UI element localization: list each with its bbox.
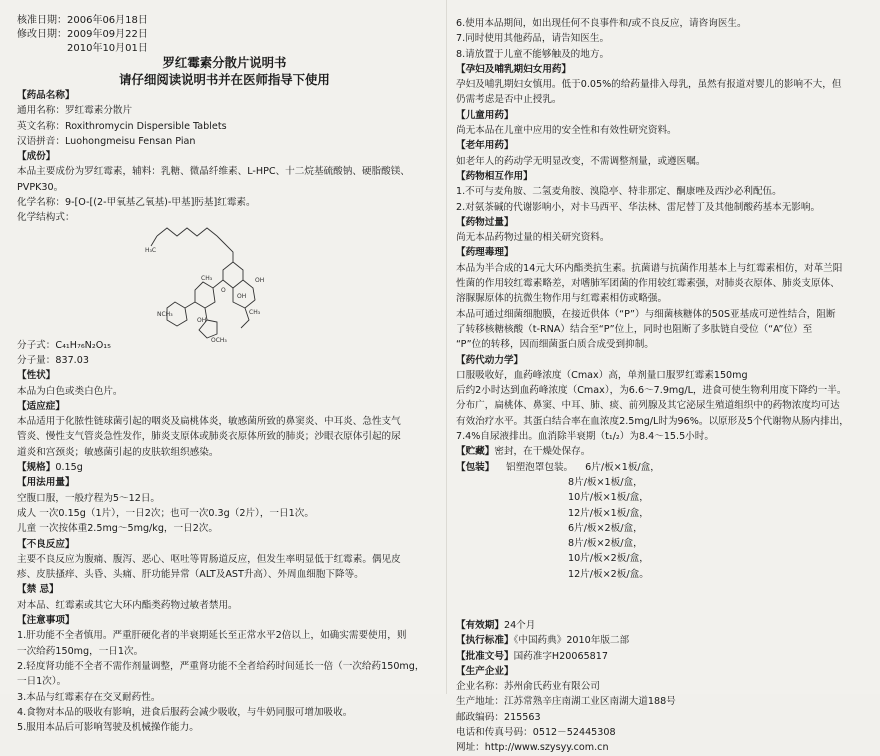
section-header-overdose: 【药物过量】 — [456, 216, 514, 228]
pediatric-text: 尚无本品在儿童中应用的安全性和有效性研究资料。 — [456, 125, 677, 137]
section-header-pregnancy: 【孕妇及哺乳期妇女用药】 — [456, 63, 572, 75]
svg-text:H₃C: H₃C — [145, 246, 157, 254]
document-subtitle: 请仔细阅读说明书并在医师指导下使用 — [119, 72, 330, 87]
indications-line: 管炎、慢性支气管炎急性发作，肺炎支原体或肺炎衣原体所致的肺炎；沙眼衣原体引起的尿 — [17, 431, 401, 443]
precaution-line: 6.使用本品期间，如出现任何不良事件和/或不良反应，请咨询医生。 — [456, 18, 747, 29]
pharmacology-line: 性菌的作用较红霉素略差，对嗜肺军团菌的作用较红霉素强，对肺炎衣原体、肺炎支原体、 — [456, 278, 840, 290]
left-column — [0, 0, 446, 734]
molecular-formula: 分子式：C₄₁H₇₆N₂O₁₅ — [17, 339, 111, 351]
interaction-line: 1.不可与麦角胺、二氢麦角胺、溴隐亭、特非那定、酮康唑及西沙必利配伍。 — [456, 186, 782, 198]
composition-line: 本品主要成份为罗红霉素，辅料：乳糖、微晶纤维素、L-HPC、十二烷基硫酸钠、硬脂酸镁、 — [17, 166, 410, 178]
precaution-line: 一日1次）。 — [17, 676, 67, 688]
svg-text:OCH₃: OCH₃ — [211, 336, 227, 344]
storage: 【贮藏】密封，在干燥处保存。 — [456, 446, 591, 458]
pharmacokinetics-line: 口服吸收好，血药峰浓度（Cmax）高，单剂量口服罗红霉素150mg — [456, 369, 748, 381]
packaging-row: 6片/板×2板/盒， — [568, 522, 643, 534]
dosage-line: 空腹口服，一般疗程为5～12日。 — [17, 492, 161, 504]
svg-text:NCH₃: NCH₃ — [157, 310, 173, 318]
chemical-structure — [17, 226, 432, 344]
pinyin-name: 汉语拼音：Luohongmeisu Fensan Pian — [17, 135, 196, 147]
revision-dates — [17, 14, 432, 56]
pharmacology-line: 本品可通过细菌细胞膜，在接近供体（“P”）与细菌核糖体的50S亚基成可逆性结合，阻断 — [456, 308, 836, 320]
packaging-row: 8片/板×2板/盒， — [568, 538, 643, 550]
pharmacology-line: “P”位的转移，因而细菌蛋白质合成受到抑制。 — [456, 339, 654, 351]
composition-line: PVPK30。 — [17, 181, 64, 193]
revision-date: 修改日期：2009年09月22日 — [17, 29, 148, 40]
packaging-row: 10片/板×2板/盒， — [568, 553, 649, 565]
section-header-pharmacology: 【药理毒理】 — [456, 247, 514, 259]
structure-label: 化学结构式： — [17, 212, 75, 224]
revision-date-2: 2010年10月01日 — [67, 43, 148, 54]
adverse-line: 主要不良反应为腹痛、腹泻、恶心、呕吐等胃肠道反应，但发生率明显低于红霉素。偶见皮 — [17, 553, 401, 565]
pharmacokinetics-line: 后约2小时达到血药峰浓度（Cmax），为6.6～7.9mg/L，进食可使生物利用度下降约一半。 — [456, 385, 847, 397]
svg-text:OH: OH — [197, 316, 207, 324]
precaution-line: 3.本品与红霉素存在交叉耐药性。 — [17, 691, 161, 703]
section-header-contraindications: 【禁 忌】 — [17, 584, 59, 596]
precaution-line: 1.肝功能不全者慎用。严重肝硬化者的半衰期延长至正常水平2倍以上，如确实需要使用，则 — [17, 630, 407, 642]
pharmacokinetics-line: 分布广，扁桃体、鼻窦、中耳、肺、痰、前列腺及其它泌尿生殖道组织中的药物浓度均可达 — [456, 400, 840, 412]
section-header-pharmacokinetics: 【药代动力学】 — [456, 354, 524, 366]
pharmacology-line: 本品为半合成的14元大环内酯类抗生素。抗菌谱与抗菌作用基本上与红霉素相仿，对革兰阳 — [456, 262, 843, 274]
svg-text:OH: OH — [237, 292, 247, 300]
section-header-dosage: 【用法用量】 — [17, 477, 75, 489]
pharmacology-line: 了转移核糖核酸（t-RNA）结合至“P”位上，同时也阻断了多肽链自受位（“A”位）至 — [456, 323, 813, 335]
pharmacokinetics-line: 7.4%自尿液排出。血消除半衰期（t₁/₂）为8.4～15.5小时。 — [456, 431, 714, 443]
document-title: 罗红霉素分散片说明书 — [162, 55, 287, 70]
dosage-line: 成人 一次0.15g（1片），一日2次；也可一次0.3g（2片），一日1次。 — [17, 507, 314, 519]
section-header-manufacturer: 【生产企业】 — [456, 665, 514, 677]
phone-fax: 电话和传真号码：0512－52445308 — [456, 727, 616, 739]
generic-name: 通用名称：罗红霉素分散片 — [17, 105, 133, 117]
standard: 【执行标准】《中国药典》2010年版二部 — [456, 635, 630, 647]
svg-text:CH₃: CH₃ — [249, 308, 261, 316]
svg-text:CH₃: CH₃ — [201, 274, 213, 282]
elderly-text: 如老年人的药动学无明显改变，不需调整剂量，或遵医嘱。 — [456, 155, 706, 167]
packaging-row: 8片/板×1板/盒， — [568, 476, 643, 488]
approval-number: 【批准文号】国药准字H20065817 — [456, 650, 608, 662]
section-header-adverse: 【不良反应】 — [17, 538, 75, 550]
section-header-elderly: 【老年用药】 — [456, 140, 514, 152]
postal-code: 邮政编码：215563 — [456, 711, 541, 723]
validity: 【有效期】24个月 — [456, 619, 536, 631]
section-header-pediatric: 【儿童用药】 — [456, 109, 514, 121]
dosage-line: 儿童 一次按体重2.5mg～5mg/kg，一日2次。 — [17, 523, 218, 535]
pregnancy-line: 孕妇及哺乳期妇女慎用。低于0.05%的给药量排入母乳，虽然有报道对婴儿的影响不大，但 — [456, 79, 842, 91]
pharmacokinetics-line: 有效治疗水平。其蛋白结合率在血浓度2.5mg/L时为96%。以原形及5个代谢物从肠内排出， — [456, 415, 849, 427]
section-header-composition: 【成份】 — [17, 151, 56, 163]
precaution-line: 4.食物对本品的吸收有影响，进食后服药会减少吸收，与牛奶同服可增加吸收。 — [17, 706, 353, 718]
packaging-row: 10片/板×1板/盒， — [568, 492, 649, 504]
precaution-line: 5.服用本品后可影响驾驶及机械操作能力。 — [17, 722, 199, 734]
overdose-text: 尚无本品药物过量的相关研究资料。 — [456, 232, 610, 244]
precaution-line: 一次给药150mg，一日1次。 — [17, 645, 144, 657]
chemical-name: 化学名称：9-[O-[(2-甲氧基乙氧基)-甲基]肟基]红霉素。 — [17, 197, 256, 209]
company-address: 生产地址：江苏常熟辛庄南湖工业区南湖大道188号 — [456, 696, 676, 708]
section-header-indications: 【适应症】 — [17, 400, 65, 412]
pregnancy-line: 仍需考虑是否中止授乳。 — [456, 94, 562, 106]
adverse-line: 疹、皮肤搔痒、头昏、头痛、肝功能异常（ALT及AST升高）、外周血细胞下降等。 — [17, 569, 364, 581]
section-header-property: 【性状】 — [17, 370, 56, 382]
section-header-precautions: 【注意事项】 — [17, 615, 75, 627]
packaging-row: 12片/板×1板/盒， — [568, 507, 649, 519]
molecular-weight: 分子量：837.03 — [17, 354, 89, 366]
website: 网址：http://www.szysyy.com.cn — [456, 742, 609, 754]
right-column — [446, 0, 880, 754]
strength: 【规格】0.15g — [17, 462, 83, 474]
svg-text:O: O — [221, 286, 226, 294]
section-header-interactions: 【药物相互作用】 — [456, 170, 533, 182]
interaction-line: 2.对氨茶碱的代谢影响小，对卡马西平、华法林、雷尼替丁及其他制酸药基本无影响。 — [456, 201, 821, 213]
indications-line: 道炎和宫颈炎；敏感菌引起的皮肤软组织感染。 — [17, 446, 219, 458]
precaution-line: 8.请放置于儿童不能够触及的地方。 — [456, 48, 610, 60]
chemical-structure-diagram — [137, 222, 287, 342]
svg-text:OH: OH — [255, 276, 265, 284]
packaging-row: 【包装】 铝塑泡罩包装。 6片/板×1板/盒， — [456, 461, 660, 473]
approval-date: 核准日期：2006年06月18日 — [17, 15, 148, 26]
precaution-line: 7.同时使用其他药品，请告知医生。 — [456, 33, 610, 45]
section-header-drug-name: 【药品名称】 — [17, 90, 75, 101]
company-name: 企业名称：苏州俞氏药业有限公司 — [456, 681, 600, 693]
packaging-row: 12片/板×2板/盒。 — [568, 568, 649, 580]
english-name: 英文名称：Roxithromycin Dispersible Tablets — [17, 120, 227, 132]
property-text: 本品为白色或类白色片。 — [17, 385, 123, 397]
contraindications-text: 对本品、红霉素或其它大环内酯类药物过敏者禁用。 — [17, 599, 238, 611]
pharmacology-line: 溶脲脲原体的抗微生物作用与红霉素相仿或略强。 — [456, 293, 668, 305]
indications-line: 本品适用于化脓性链球菌引起的咽炎及扁桃体炎，敏感菌所致的鼻窦炎、中耳炎、急性支气 — [17, 416, 401, 428]
packaging — [456, 460, 870, 582]
precaution-line: 2.轻度肾功能不全者不需作剂量调整，严重肾功能不全者给药时间延长一倍（一次给药150mg， — [17, 660, 425, 672]
